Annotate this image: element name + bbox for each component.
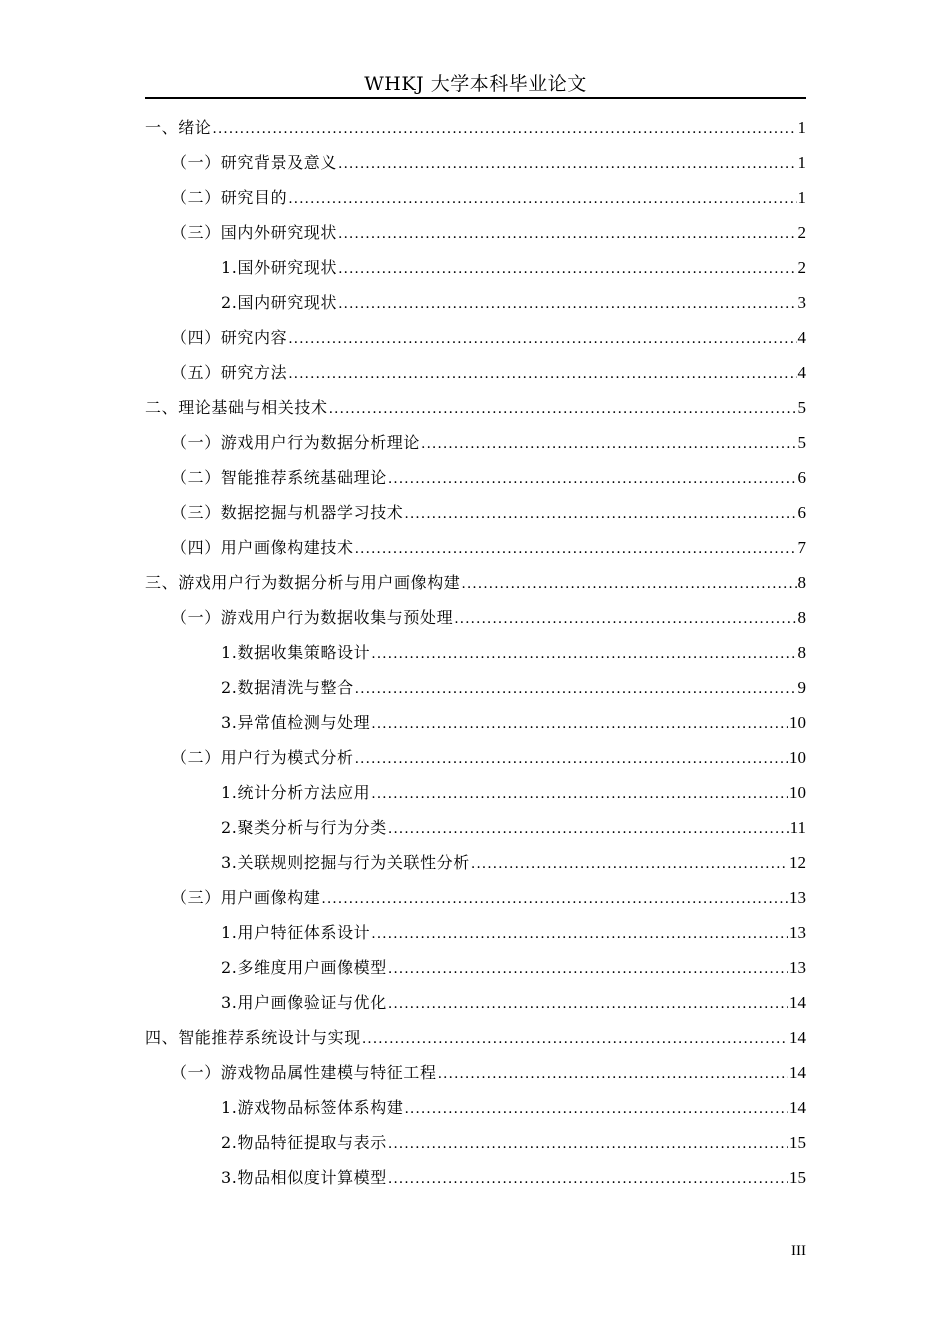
table-of-contents [145, 110, 806, 1195]
toc-entry-title: 1.用户特征体系设计 [221, 923, 371, 942]
toc-dot-leader [355, 532, 797, 567]
toc-entry-page: 14 [789, 1098, 806, 1117]
toc-entry[interactable] [145, 1125, 806, 1160]
toc-entry-title: （三）国内外研究现状 [171, 223, 338, 242]
toc-dot-leader [404, 1092, 788, 1127]
toc-entry-title: 3.异常值检测与处理 [221, 713, 371, 732]
toc-entry[interactable] [145, 985, 806, 1020]
toc-entry-page: 8 [797, 608, 806, 627]
toc-entry-page: 4 [797, 363, 806, 382]
toc-entry-page: 13 [789, 888, 806, 907]
toc-entry-title: 2.聚类分析与行为分类 [221, 818, 387, 837]
toc-dot-leader [421, 427, 796, 462]
toc-entry[interactable] [145, 285, 806, 320]
toc-entry-page: 13 [789, 958, 806, 977]
toc-entry[interactable] [145, 1020, 806, 1055]
toc-entry-title: 1.统计分析方法应用 [221, 783, 371, 802]
toc-entry-page: 10 [789, 713, 806, 732]
toc-dot-leader [212, 112, 796, 147]
toc-entry-page: 11 [789, 818, 806, 837]
toc-dot-leader [321, 882, 788, 917]
toc-entry[interactable] [145, 180, 806, 215]
toc-entry-title: 四、智能推荐系统设计与实现 [145, 1028, 361, 1047]
toc-dot-leader [388, 1162, 788, 1197]
toc-dot-leader [371, 637, 796, 672]
toc-entry-title: 3.用户画像验证与优化 [221, 993, 387, 1012]
toc-dot-leader [355, 742, 788, 777]
toc-dot-leader [362, 1022, 788, 1057]
toc-entry[interactable] [145, 950, 806, 985]
toc-entry-title: （三）数据挖掘与机器学习技术 [171, 503, 404, 522]
toc-entry[interactable] [145, 250, 806, 285]
toc-entry[interactable] [145, 215, 806, 250]
toc-entry-page: 14 [789, 1028, 806, 1047]
toc-entry-page: 4 [797, 328, 806, 347]
toc-dot-leader [338, 217, 796, 252]
toc-entry-title: 1.数据收集策略设计 [221, 643, 371, 662]
toc-entry-page: 3 [797, 293, 806, 312]
toc-entry[interactable] [145, 1090, 806, 1125]
toc-entry-page: 5 [797, 398, 806, 417]
toc-entry[interactable] [145, 1160, 806, 1195]
toc-entry-title: （一）游戏物品属性建模与特征工程 [171, 1063, 437, 1082]
toc-dot-leader [371, 707, 788, 742]
toc-entry-page: 1 [797, 118, 806, 137]
toc-entry[interactable] [145, 635, 806, 670]
toc-dot-leader [454, 602, 796, 637]
toc-entry[interactable] [145, 845, 806, 880]
toc-entry[interactable] [145, 110, 806, 145]
toc-dot-leader [388, 1127, 788, 1162]
toc-entry[interactable] [145, 460, 806, 495]
toc-entry-page: 15 [789, 1133, 806, 1152]
toc-entry-title: （二）用户行为模式分析 [171, 748, 354, 767]
toc-entry-page: 2 [797, 258, 806, 277]
toc-entry-page: 1 [797, 188, 806, 207]
toc-dot-leader [338, 287, 796, 322]
toc-dot-leader [338, 252, 796, 287]
toc-dot-leader [388, 462, 797, 497]
toc-dot-leader [461, 567, 796, 602]
toc-entry-title: 3.物品相似度计算模型 [221, 1168, 387, 1187]
toc-entry-title: （二）智能推荐系统基础理论 [171, 468, 387, 487]
toc-entry[interactable] [145, 530, 806, 565]
toc-entry-title: （二）研究目的 [171, 188, 288, 207]
toc-entry-page: 8 [797, 643, 806, 662]
toc-entry-page: 2 [797, 223, 806, 242]
toc-entry-page: 13 [789, 923, 806, 942]
toc-entry-page: 9 [797, 678, 806, 697]
toc-dot-leader [371, 777, 788, 812]
toc-entry-title: （一）游戏用户行为数据收集与预处理 [171, 608, 454, 627]
toc-entry-title: 1.游戏物品标签体系构建 [221, 1098, 404, 1117]
toc-entry-page: 6 [797, 503, 806, 522]
toc-entry[interactable] [145, 565, 806, 600]
toc-entry-title: 三、游戏用户行为数据分析与用户画像构建 [145, 573, 461, 592]
toc-dot-leader [288, 182, 796, 217]
toc-dot-leader [388, 987, 788, 1022]
toc-entry-title: 2.国内研究现状 [221, 293, 338, 312]
toc-dot-leader [329, 392, 797, 427]
toc-entry-title: 二、理论基础与相关技术 [145, 398, 328, 417]
toc-dot-leader [388, 952, 788, 987]
toc-entry-page: 6 [797, 468, 806, 487]
toc-entry[interactable] [145, 390, 806, 425]
toc-entry[interactable] [145, 915, 806, 950]
toc-entry[interactable] [145, 495, 806, 530]
toc-entry-title: （一）研究背景及意义 [171, 153, 338, 172]
toc-entry-page: 7 [797, 538, 806, 557]
toc-dot-leader [471, 847, 788, 882]
toc-entry-title: （四）用户画像构建技术 [171, 538, 354, 557]
toc-dot-leader [288, 357, 796, 392]
toc-entry-title: 2.多维度用户画像模型 [221, 958, 387, 977]
toc-dot-leader [404, 497, 796, 532]
toc-entry-title: 2.物品特征提取与表示 [221, 1133, 387, 1152]
toc-entry-page: 8 [797, 573, 806, 592]
toc-entry[interactable] [145, 355, 806, 390]
toc-dot-leader [338, 147, 796, 182]
toc-entry[interactable] [145, 705, 806, 740]
toc-dot-leader [288, 322, 796, 357]
toc-dot-leader [371, 917, 788, 952]
toc-entry[interactable] [145, 425, 806, 460]
toc-entry-page: 5 [797, 433, 806, 452]
toc-dot-leader [388, 812, 789, 847]
toc-entry-page: 14 [789, 993, 806, 1012]
toc-entry[interactable] [145, 320, 806, 355]
toc-entry-title: （三）用户画像构建 [171, 888, 321, 907]
toc-entry[interactable] [145, 600, 806, 635]
toc-entry-page: 10 [789, 783, 806, 802]
toc-entry[interactable] [145, 740, 806, 775]
toc-entry-page: 14 [789, 1063, 806, 1082]
toc-entry-page: 10 [789, 748, 806, 767]
toc-entry-page: 1 [797, 153, 806, 172]
toc-entry-title: （一）游戏用户行为数据分析理论 [171, 433, 421, 452]
toc-entry[interactable] [145, 880, 806, 915]
toc-entry-title: 1.国外研究现状 [221, 258, 338, 277]
toc-entry-page: 15 [789, 1168, 806, 1187]
toc-entry-title: 3.关联规则挖掘与行为关联性分析 [221, 853, 470, 872]
toc-entry-title: （四）研究内容 [171, 328, 288, 347]
toc-entry-title: （五）研究方法 [171, 363, 288, 382]
toc-entry[interactable] [145, 670, 806, 705]
toc-entry[interactable] [145, 145, 806, 180]
toc-entry-title: 一、绪论 [145, 118, 212, 137]
toc-entry[interactable] [145, 1055, 806, 1090]
toc-entry[interactable] [145, 810, 806, 845]
page-header-title: WHKJ 大学本科毕业论文 [364, 73, 587, 95]
toc-entry-page: 12 [789, 853, 806, 872]
toc-dot-leader [438, 1057, 788, 1092]
toc-entry[interactable] [145, 775, 806, 810]
toc-dot-leader [355, 672, 797, 707]
header-rule [145, 97, 806, 99]
toc-entry-title: 2.数据清洗与整合 [221, 678, 354, 697]
page-number: III [791, 1243, 806, 1259]
